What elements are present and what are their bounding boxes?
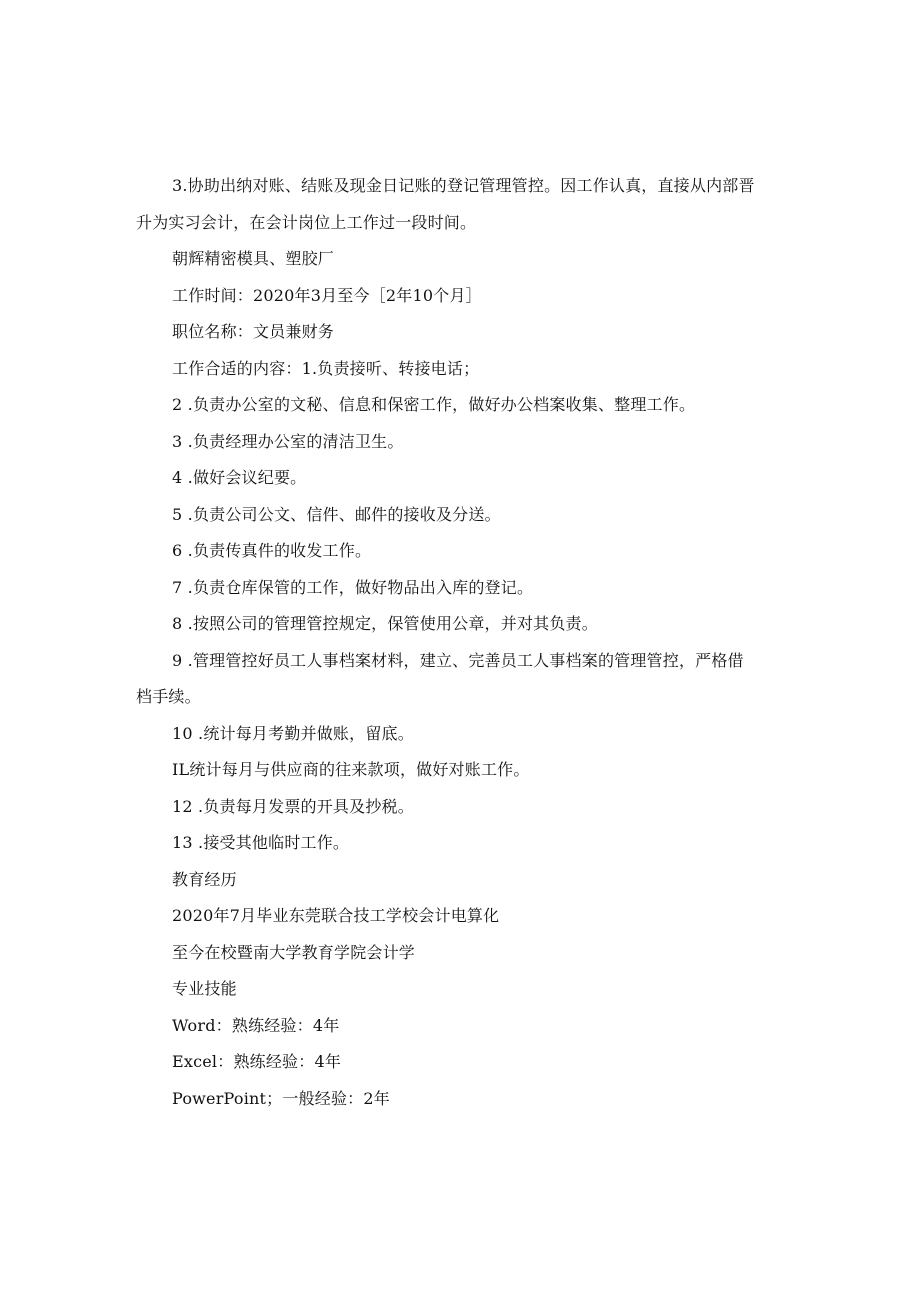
duty-item: 12 .负责每月发票的开具及抄税。 (172, 796, 414, 816)
document-body (136, 168, 796, 1117)
education-entry: 至今在校暨南大学教育学院会计学 (172, 942, 416, 962)
duty-item-continuation: 档手续。 (136, 687, 201, 706)
duty-item: 工作合适的内容：1.负责接听、转接电话； (172, 358, 480, 378)
skill-entry: Excel：熟练经验：4年 (172, 1052, 342, 1071)
section-heading-skills: 专业技能 (172, 979, 237, 998)
skill-entry: PowerPoint；一般经验：2年 (172, 1088, 390, 1108)
work-period: 工作时间：2020年3月至今［2年10个月］ (172, 285, 482, 305)
duty-item: 9 .管理管控好员工人事档案材料，建立、完善员工人事档案的管理管控，严格借 (172, 650, 744, 670)
duty-item: 8 .按照公司的管理管控规定，保管使用公章，并对其负责。 (172, 614, 598, 633)
duty-item: 13 .接受其他临时工作。 (172, 833, 350, 852)
skill-entry: Word：熟练经验：4年 (172, 1015, 340, 1035)
duty-item: 3 .负责经理办公室的清洁卫生。 (172, 431, 404, 451)
duty-item: IL统计每月与供应商的往来款项，做好对账工作。 (172, 760, 530, 779)
section-heading-education: 教育经历 (172, 869, 237, 889)
education-entry: 2020年7月毕业东莞联合技工学校会计电算化 (172, 906, 500, 925)
duty-item: 7 .负责仓库保管的工作，做好物品出入库的登记。 (172, 577, 534, 597)
duty-item: 4 .做好会议纪要。 (172, 468, 307, 487)
paragraph-line: 升为实习会计，在会计岗位上工作过一段时间。 (136, 212, 477, 232)
duty-item: 5 .负责公司公文、信件、邮件的接收及分送。 (172, 504, 501, 524)
job-title: 职位名称：文员兼财务 (172, 322, 335, 341)
duty-item: 10 .统计每月考勤并做账，留底。 (172, 723, 414, 743)
duty-item: 2 .负责办公室的文秘、信息和保密工作，做好办公档案收集、整理工作。 (172, 395, 696, 414)
duty-item: 6 .负责传真件的收发工作。 (172, 541, 372, 560)
paragraph-line: 3.协助出纳对账、结账及现金日记账的登记管理管控。因工作认真，直接从内部晋 (172, 176, 755, 195)
company-name: 朝辉精密模具、塑胶厂 (172, 249, 335, 268)
